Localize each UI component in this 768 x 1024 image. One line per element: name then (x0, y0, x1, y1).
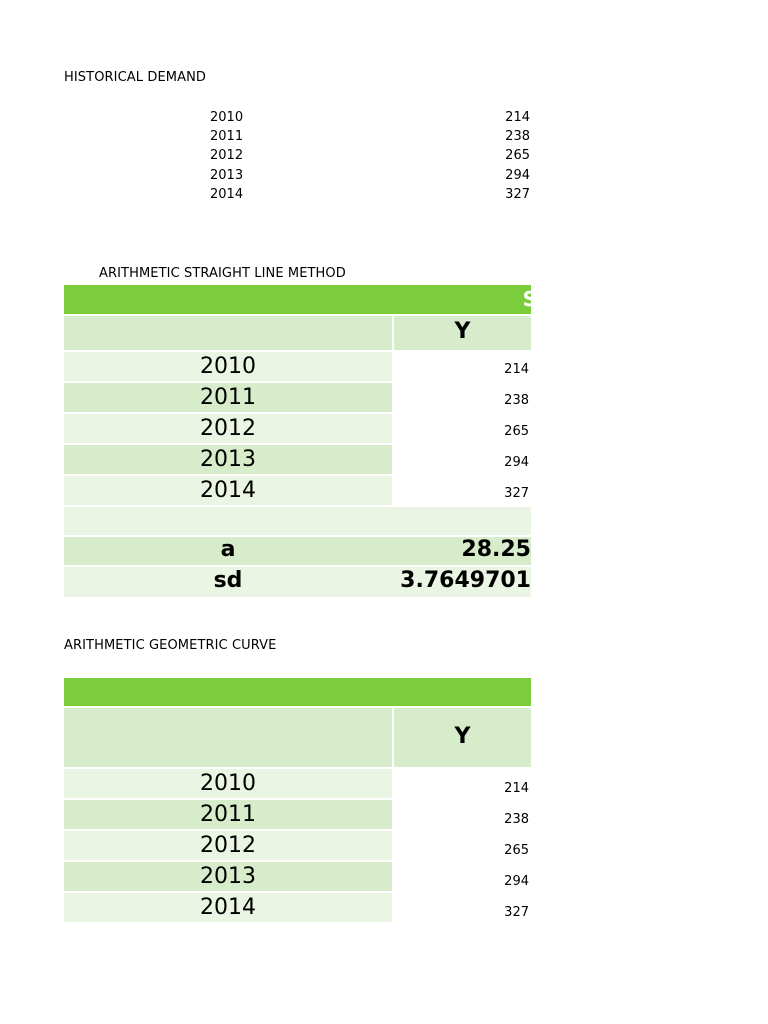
band-text: S (522, 287, 537, 311)
value-cell: 265 (504, 424, 529, 439)
year-cell: 2013 (200, 447, 256, 472)
value-cell: 294 (504, 455, 529, 470)
straight-line-title: ARITHMETIC STRAIGHT LINE METHOD (99, 266, 346, 281)
header-cell-empty (64, 316, 392, 350)
value-cell: 294 (504, 874, 529, 889)
table-row (64, 831, 392, 860)
stat-label: a (220, 537, 236, 562)
year-cell: 2014 (200, 478, 256, 503)
historical-value: 294 (505, 168, 530, 183)
table-row (64, 893, 392, 922)
table-row (64, 476, 392, 505)
historical-value: 214 (505, 110, 530, 125)
year-cell: 2012 (200, 833, 256, 858)
table-row (64, 352, 392, 381)
y-header: Y (454, 319, 471, 344)
year-cell: 2010 (200, 771, 256, 796)
header-cell-empty (64, 708, 392, 767)
table-header-band (64, 285, 537, 314)
table-row-value (394, 862, 531, 891)
stat-label: sd (213, 568, 243, 593)
value-cell: 327 (504, 486, 529, 501)
y-header-cell (394, 316, 531, 350)
table-row (64, 862, 392, 891)
historical-year: 2010 (210, 110, 244, 125)
geometric-curve-table (64, 678, 531, 924)
stat-value: 3.7649701 (400, 568, 531, 593)
table-row-value (394, 352, 531, 381)
table-row (64, 414, 392, 443)
year-cell: 2012 (200, 416, 256, 441)
historical-value: 265 (505, 148, 530, 163)
year-cell: 2013 (200, 864, 256, 889)
geometric-curve-title: ARITHMETIC GEOMETRIC CURVE (64, 638, 277, 653)
table-row (64, 800, 392, 829)
historical-year: 2014 (210, 187, 244, 202)
value-cell: 238 (504, 393, 529, 408)
table-row (64, 383, 392, 412)
year-cell: 2014 (200, 895, 256, 920)
stat-row-sd (64, 567, 531, 597)
stat-value: 28.25 (461, 537, 531, 562)
table-row-value (394, 476, 531, 505)
stat-row-a (64, 537, 531, 565)
table-row-value (394, 414, 531, 443)
historical-value: 238 (505, 129, 530, 144)
straight-line-table (64, 285, 537, 597)
table-row-value (394, 769, 531, 798)
historical-year: 2013 (210, 168, 244, 183)
table-row-value (394, 893, 531, 922)
table-row-value (394, 831, 531, 860)
year-cell: 2011 (200, 385, 256, 410)
year-cell: 2011 (200, 802, 256, 827)
year-cell: 2010 (200, 354, 256, 379)
value-cell: 265 (504, 843, 529, 858)
table-row-value (394, 800, 531, 829)
y-header-cell (394, 708, 531, 767)
value-cell: 214 (504, 362, 529, 377)
historical-value: 327 (505, 187, 530, 202)
table-row (64, 769, 392, 798)
table-row-value (394, 383, 531, 412)
value-cell: 214 (504, 781, 529, 796)
y-header: Y (454, 724, 471, 749)
historical-year: 2011 (210, 129, 244, 144)
historical-demand-title: HISTORICAL DEMAND (64, 70, 207, 85)
table-row-value (394, 445, 531, 474)
table-header-band (64, 678, 531, 706)
table-row (64, 445, 392, 474)
blank-row (64, 507, 531, 535)
historical-year: 2012 (210, 148, 244, 163)
value-cell: 327 (504, 905, 529, 920)
value-cell: 238 (504, 812, 529, 827)
